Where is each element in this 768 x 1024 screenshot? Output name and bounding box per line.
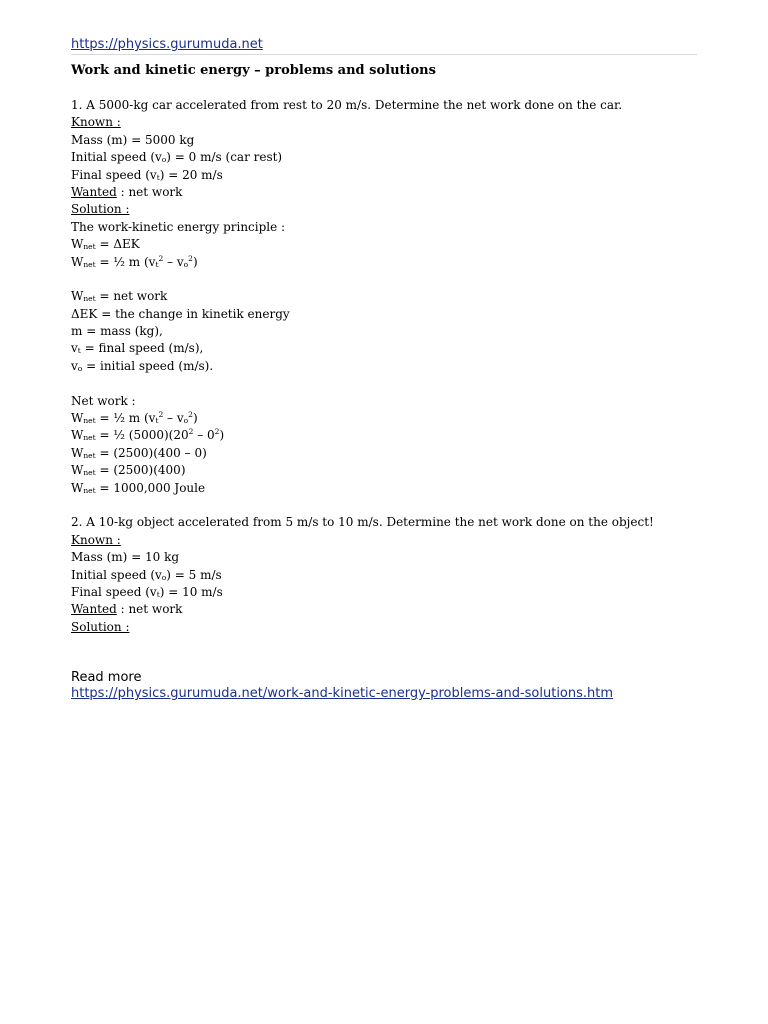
subscript: o [183,416,189,426]
net-work-label: Net work : [71,393,136,408]
text-part: – 0 [193,428,215,443]
text-part: = ½ m (v [95,411,156,426]
text-part: ) [192,411,198,426]
subscript: t [77,346,81,356]
spacer [71,497,697,514]
symbol: W [71,237,84,252]
text-part: Final speed (v [71,584,157,599]
problem-2-solution-label [71,619,697,636]
equation-1 [71,236,697,253]
subscript: o [161,155,167,165]
solution-label: Solution : [71,619,130,634]
calc-step-4 [71,462,697,479]
symbol: W [71,428,84,443]
problem-1-solution-label [71,201,697,218]
subscript: o [77,363,83,373]
calc-step-2 [71,427,697,444]
read-more-label: Read more [71,670,142,685]
calc-step-5 [71,480,697,497]
superscript: 2 [214,427,220,437]
text-part: = ½ (5000)(20 [95,428,189,443]
document-title: Work and kinetic energy – problems and solutions [71,63,436,78]
symbol: v [71,358,78,373]
subscript: t [155,416,159,426]
known-label: Known : [71,115,121,130]
spacer [71,375,697,392]
definition-vo [71,358,697,375]
text-part: = initial speed (m/s). [82,358,214,373]
subscript: net [83,294,96,304]
subscript: net [83,485,96,495]
text-part: = ΔEK [95,237,140,252]
problem-1-initial-speed [71,149,697,166]
definition-w [71,288,697,305]
subscript: net [83,242,96,252]
text-part: = 1000,000 Joule [95,480,206,495]
problem-1-question: 1. A 5000-kg car accelerated from rest to 20 m/s. Determine the net work done on the car. [71,98,623,112]
text-part: ) = 20 m/s [159,167,223,182]
problem-2-final-speed [71,584,697,601]
problem-2-question: 2. A 10-kg object accelerated from 5 m/s to 10 m/s. Determine the net work done on the object! [71,515,654,530]
subscript: net [83,468,96,478]
text-part: = final speed (m/s), [80,341,204,356]
subscript: o [161,572,167,582]
solution-label: Solution : [71,202,130,217]
superscript: 2 [188,410,193,420]
symbol: v [71,341,78,356]
text-part: Initial speed (v [71,567,162,582]
text-part: – v [163,411,184,426]
superscript: 2 [188,253,193,263]
subscript: net [83,259,96,269]
problem-2-known-label [71,532,697,549]
problem-1-wanted [71,184,697,201]
text-part: ) [192,254,198,269]
header-divider [71,54,697,55]
symbol: W [71,463,84,478]
read-more-link[interactable]: https://physics.gurumuda.net/work-and-kinetic-energy-problems-and-solutions.htm [71,686,614,701]
subscript: net [83,433,96,443]
text-part: = (2500)(400) [95,463,186,478]
symbol: W [71,289,84,304]
spacer [71,271,697,288]
symbol: W [71,254,84,269]
text-part: = ½ m (v [95,254,156,269]
problem-2-wanted [71,601,697,618]
superscript: 2 [158,253,164,263]
text-part: ) = 5 m/s [166,567,222,582]
definition-ek: ΔEK = the change in kinetik energy [71,306,290,321]
text-part: : net work [116,184,183,199]
text-part: ) = 0 m/s (car rest) [166,150,283,165]
subscript: t [155,259,159,269]
principle-line: The work-kinetic energy principle : [71,219,286,234]
symbol: W [71,480,84,495]
wanted-label: Wanted [71,602,117,617]
problem-2-initial-speed [71,567,697,584]
subscript: net [83,450,96,460]
equation-2 [71,254,697,271]
subscript: t [156,589,160,599]
superscript: 2 [188,427,194,437]
wanted-label: Wanted [71,184,117,199]
text-part: = (2500)(400 – 0) [95,445,207,460]
subscript: t [156,172,160,182]
text-part: Final speed (v [71,167,157,182]
text-part: = net work [95,289,168,304]
text-part: : net work [116,602,183,617]
symbol: W [71,445,84,460]
definition-m: m = mass (kg), [71,324,163,339]
problem-1-mass: Mass (m) = 5000 kg [71,132,195,147]
header-source-link[interactable]: https://physics.gurumuda.net [71,37,263,52]
text-part: ) = 10 m/s [159,584,223,599]
text-part: – v [163,254,184,269]
superscript: 2 [158,410,164,420]
text-part: Initial speed (v [71,150,162,165]
problem-2-mass: Mass (m) = 10 kg [71,550,180,565]
problem-1-known-label [71,114,697,131]
problem-1-final-speed [71,167,697,184]
known-label: Known : [71,532,121,547]
symbol: W [71,411,84,426]
calc-step-3 [71,445,697,462]
text-part: ) [219,428,225,443]
subscript: o [183,259,189,269]
definition-vt [71,340,697,357]
document-body [71,61,697,636]
calc-step-1 [71,410,697,427]
subscript: net [83,416,96,426]
